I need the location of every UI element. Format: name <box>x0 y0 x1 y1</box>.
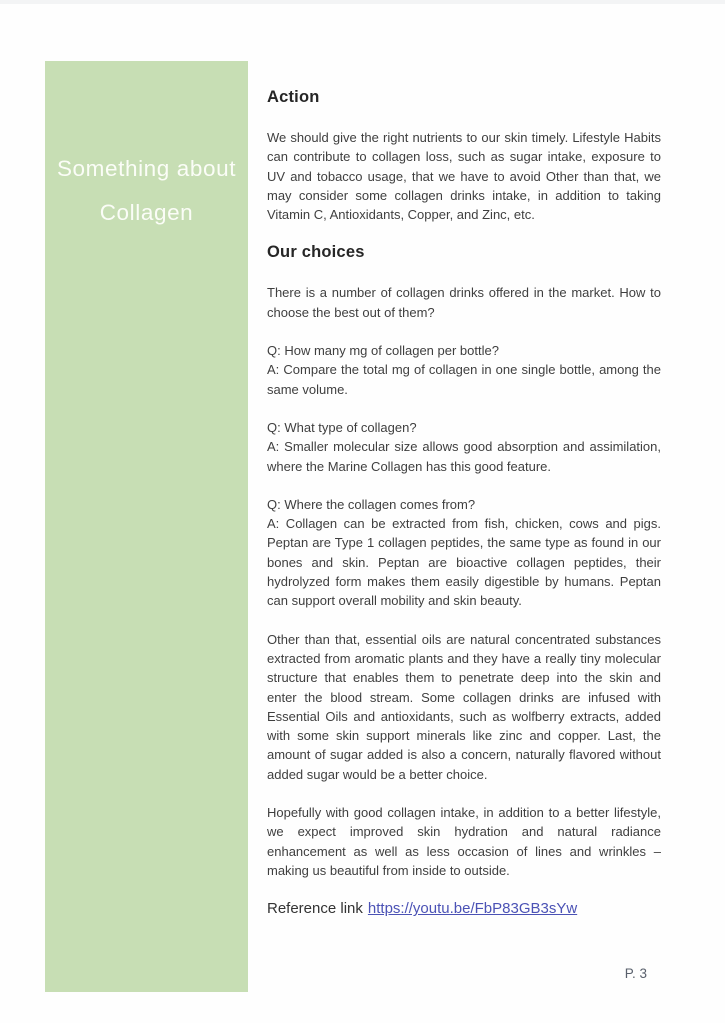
qa-block-mg-per-bottle <box>267 341 661 399</box>
qa-block-collagen-source <box>267 495 661 611</box>
question-text: Q: What type of collagen? <box>267 419 417 435</box>
reference-label: Reference link <box>267 900 363 918</box>
heading-our-choices: Our choices <box>267 243 365 262</box>
page-top-edge <box>0 0 725 4</box>
paragraph-conclusion: Hopefully with good collagen intake, in addition to a better lifestyle, we expect improved skin hydration and natural radiance enhancement as well as less occasion of lines and wrinkles – making us beautiful from inside to outside. <box>267 805 661 878</box>
answer-text: A: Collagen can be extracted from fish, chicken, cows and pigs. Peptan are Type 1 collagen peptides, the same type as found in our bones and skin. Peptan are bioactive collagen peptides, their hydrolyzed form makes them easily digestible by humans. Peptan can support overall mobility and skin beauty. <box>267 516 661 609</box>
paragraph-choices-intro: There is a number of collagen drinks offered in the market. How to choose the best out of them? <box>267 285 661 320</box>
question-text: Q: Where the collagen comes from? <box>267 496 476 512</box>
sidebar-panel <box>45 61 248 992</box>
heading-action: Action <box>267 88 320 106</box>
main-content <box>267 88 661 938</box>
reference-link[interactable]: https://youtu.be/FbP83GB3sYw <box>367 900 578 918</box>
qa-block-collagen-type <box>267 418 661 476</box>
paragraph-essential-oils: Other than that, essential oils are natural concentrated substances extracted from aromatic plants and they have a really tiny molecular structure that enables them to penetrate deep into the skin and enter the blood stream. Some collagen drinks are infused with Essential Oils and antioxidants, such as wolfberry extracts, added with some skin support minerals like zinc and copper. Last, the amount of sugar added is also a concern, naturally flavored without added sugar would be a better choice. <box>267 631 661 782</box>
page-number: P. 3 <box>624 966 647 981</box>
answer-text: A: Compare the total mg of collagen in one single bottle, among the same volume. <box>267 362 661 397</box>
reference-line <box>267 899 661 918</box>
answer-text: A: Smaller molecular size allows good absorption and assimilation, where the Marine Collagen has this good feature. <box>267 439 661 474</box>
question-text: Q: How many mg of collagen per bottle? <box>267 343 499 359</box>
sidebar-title: Something about Collagen <box>56 156 237 225</box>
paragraph-action: We should give the right nutrients to our skin timely. Lifestyle Habits can contribute to collagen loss, such as sugar intake, exposure to UV and tobacco usage, that we have to avoid Other than that, we may consider some collagen drinks intake, in addition to taking Vitamin C, Antioxidants, Copper, and Zinc, etc. <box>267 130 661 223</box>
